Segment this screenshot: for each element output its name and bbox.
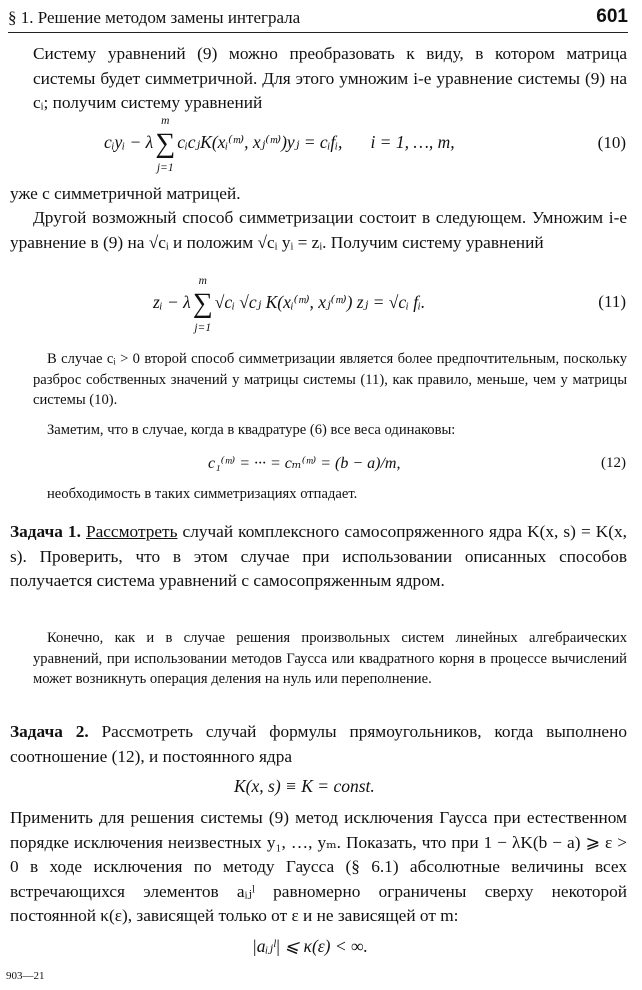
equation-11 [153, 275, 426, 334]
header-title: § 1. Решение методом замены интеграла [8, 8, 301, 27]
task-1 [10, 520, 627, 594]
sum-symbol: m ∑ j=1 [191, 290, 215, 318]
paragraph-division-by-zero: Конечно, как и в случае решения произвольных систем линейных алгебраических уравнений, при использовании методов Гаусса или квадратного корня в процессе вычислений может возникнуть операция деления на нуль или переполнение. [33, 630, 627, 687]
equation-number-12: (12) [601, 455, 626, 471]
eq10-condition: i = 1, …, m, [370, 132, 455, 153]
sum-symbol: m ∑ j=1 [153, 130, 177, 158]
running-header [8, 6, 628, 33]
paragraph-gauss: Применить для решения системы (9) метод исключения Гаусса при естественном порядке исключения неизвестных y₁, …, yₘ. Показать, что при 1 − λK(b − a) ⩾ ε > 0 в ходе исключения по методу Гаусса (§ 6.1) абсолютные величины всех встречающихся элементов aᵢⱼˡ равномерно ограничены сверху некоторой постоянной κ(ε), зависящей только от ε и не зависящей от m: [10, 808, 627, 925]
sum-lower-limit: j=1 [194, 322, 212, 334]
paragraph-no-need: необходимость в таких симметризациях отпадает. [47, 486, 358, 502]
task-1-text: случай комплексного самосопряженного ядра K(x, s) = K(x, s). Проверить, что в этом случае при использовании описанных способов получается система уравнений с самосопряженным ядром. [10, 522, 627, 590]
eq10-left: cᵢyᵢ − λ [104, 132, 154, 153]
signature-footer: 903—21 [6, 970, 45, 982]
equation-number-10: (10) [597, 133, 626, 152]
task-1-label: Задача 1. [10, 522, 81, 541]
sum-upper-limit: m [161, 115, 170, 127]
paragraph-equal-weights: Заметим, что в случае, когда в квадратуре (6) все веса одинаковы: [47, 422, 456, 438]
eq13-body: K(x, s) ≡ K = const. [234, 776, 375, 796]
sum-lower-limit: j=1 [156, 162, 174, 174]
paragraph-symmetric-intro: Систему уравнений (9) можно преобразовать к виду, в котором матрица системы будет симметричной. Для этого умножим i-е уравнение системы (9) на cᵢ; получим систему уравнений [33, 44, 627, 112]
eq11-left: zᵢ − λ [153, 292, 191, 313]
task-2 [10, 720, 627, 769]
paragraph-second-method: Другой возможный способ симметризации состоит в следующем. Умножим i-е уравнение в (9) на √cᵢ и положим √cᵢ yᵢ = zᵢ. Получим систему уравнений [10, 208, 627, 252]
sum-upper-limit: m [198, 275, 207, 287]
task-2-label: Задача 2. [10, 722, 89, 741]
eq10-body: cᵢcⱼK(xᵢ⁽ᵐ⁾, xⱼ⁽ᵐ⁾)yⱼ = cᵢfᵢ, [177, 132, 343, 153]
paragraph-preference: В случае cᵢ > 0 второй способ симметризации является более предпочтительным, поскольку разброс собственных значений у матрицы системы (11), как правило, меньше, чем у матрицы системы (10). [33, 351, 627, 408]
eq14-body: |aᵢⱼˡ| ⩽ κ(ε) < ∞. [252, 936, 368, 956]
task-2-text: Рассмотреть случай формулы прямоугольников, когда выполнено соотношение (12), и постоянного ядра [10, 722, 627, 766]
eq11-body: √cᵢ √cⱼ K(xᵢ⁽ᵐ⁾, xⱼ⁽ᵐ⁾) zⱼ = √cᵢ fᵢ. [214, 292, 426, 313]
equation-number-11: (11) [598, 292, 626, 311]
equation-12 [208, 453, 400, 473]
equation-10 [104, 115, 455, 174]
eq12-body: c₁⁽ᵐ⁾ = ··· = cₘ⁽ᵐ⁾ = (b − a)/m, [208, 455, 401, 472]
task-1-underlined-word: Рассмотреть [85, 522, 178, 541]
page-number: 601 [596, 6, 628, 27]
paragraph-symmetric-result: уже с симметричной матрицей. [10, 184, 241, 203]
equation-const-kernel [234, 776, 375, 797]
equation-bound [252, 936, 368, 957]
